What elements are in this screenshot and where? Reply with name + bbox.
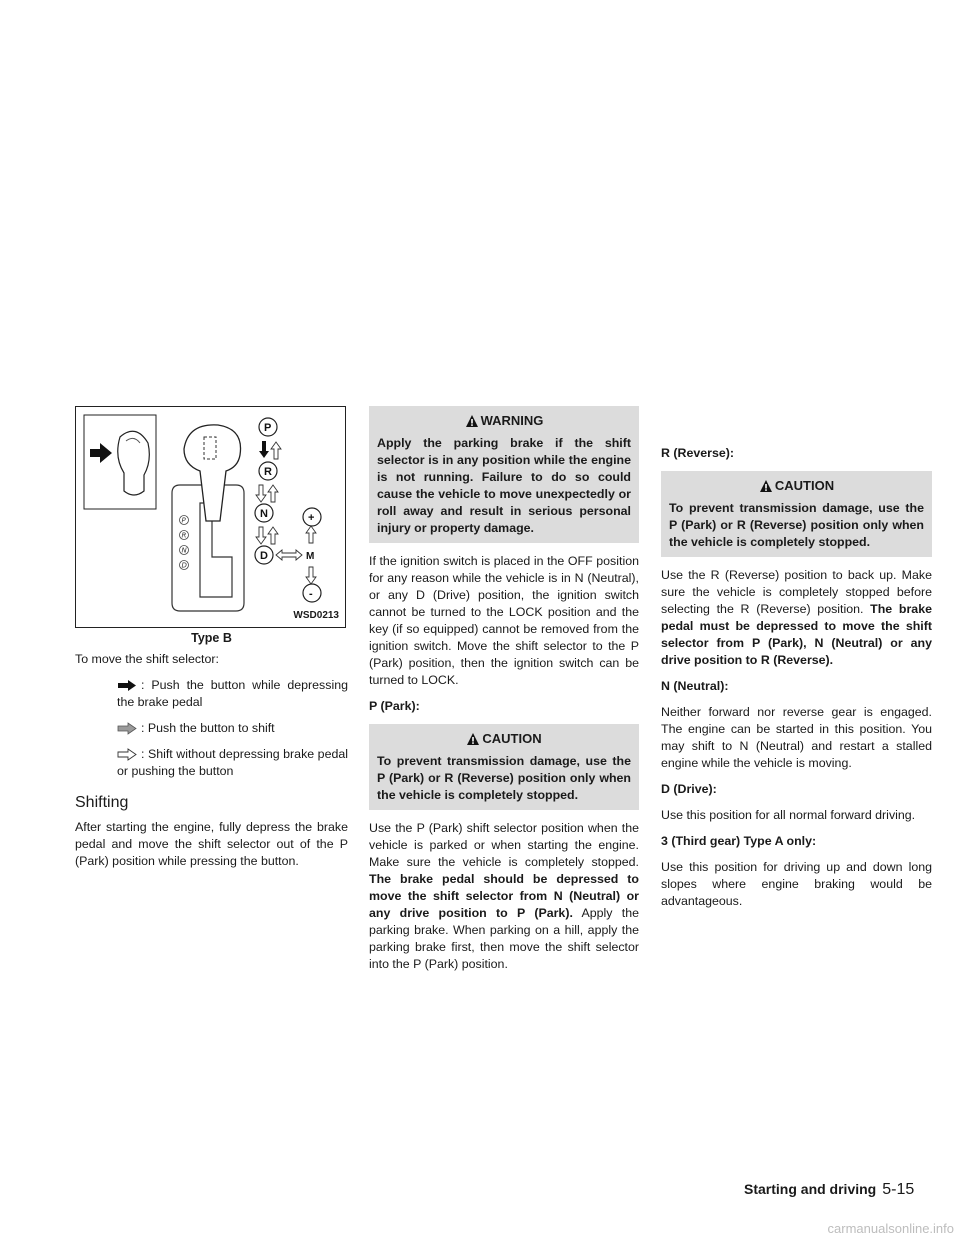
manual-mode: M bbox=[306, 551, 315, 562]
drive-body: Use this position for all normal forward driving. bbox=[661, 808, 916, 822]
page-footer bbox=[744, 1181, 914, 1199]
warning-box bbox=[369, 406, 639, 543]
reverse-body-1: Use the R (Reverse) position to back up. Make sure the vehicle is completely stopped before selecting the R (Reverse) position. bbox=[661, 568, 932, 616]
outline-arrow-icon bbox=[271, 442, 281, 459]
warning-triangle-icon bbox=[466, 732, 480, 746]
outline-arrow-icon bbox=[306, 567, 316, 584]
ignition-paragraph: If the ignition switch is placed in the OFF position for any reason while the vehicle is in N (Neutral), or any D (Drive) position, the ignition switch cannot be turned to the LOCK position and the key (if so equipped) cannot be removed from the ignition switch. Move the shift selector to the P (Park) position, then the ignition switch can be turned to LOCK. bbox=[369, 554, 639, 687]
shift-selector-figure bbox=[75, 406, 346, 628]
park-body-1: Use the P (Park) shift selector position when the vehicle is parked or when starting the engine. Make sure the vehicle is completely stopped. bbox=[369, 821, 639, 869]
gate-letter-r: R bbox=[181, 531, 187, 540]
gate-letter-n: N bbox=[181, 546, 187, 555]
manual-minus: - bbox=[309, 588, 313, 600]
column-3 bbox=[661, 406, 932, 919]
reverse-caution-title: CAUTION bbox=[774, 478, 835, 493]
reverse-heading: R (Reverse): bbox=[661, 446, 734, 460]
warning-heading bbox=[377, 412, 631, 429]
solid-arrow-icon bbox=[259, 441, 269, 458]
third-gear-body: Use this position for driving up and down long slopes where engine braking would be advantageous. bbox=[661, 860, 932, 908]
column-3-spacer bbox=[661, 406, 932, 445]
outline-arrow-icon bbox=[256, 485, 266, 502]
footer-page-number: 5-15 bbox=[882, 1181, 915, 1198]
outline-arrow-icon bbox=[256, 527, 266, 544]
figure-code: WSD0213 bbox=[293, 610, 339, 621]
legend-item-gray bbox=[75, 720, 348, 737]
gear-letter-d: D bbox=[260, 550, 268, 562]
reverse-body-bold: The brake pedal must be depressed to move the shift selector from P (Park), N (Neutral) or any drive position to R (Reverse). bbox=[661, 602, 932, 667]
outline-arrow-icon bbox=[276, 550, 302, 560]
shift-lever-diagram bbox=[76, 407, 345, 627]
warning-triangle-icon bbox=[465, 414, 479, 428]
warning-body: Apply the parking brake if the shift selector is in any position while the engine is not running. Failure to do so could cause the vehicle to move unexpectedly or roll away and result in serious personal injury or property damage. bbox=[377, 436, 631, 535]
gate-letter-d: D bbox=[181, 561, 187, 570]
figure-caption: Type B bbox=[191, 631, 232, 645]
legend-text-gray: : Push the button to shift bbox=[141, 721, 275, 735]
reverse-caution-body: To prevent transmission damage, use the P (Park) or R (Reverse) position only when the vehicle is completely stopped. bbox=[669, 501, 924, 549]
outline-arrow-icon bbox=[268, 485, 278, 502]
gray-arrow-icon bbox=[117, 722, 137, 735]
warning-triangle-icon bbox=[759, 479, 773, 493]
watermark: carmanualsonline.info bbox=[827, 1221, 954, 1236]
solid-arrow-icon bbox=[117, 679, 137, 692]
gear-letter-n: N bbox=[260, 508, 268, 520]
park-caution-body: To prevent transmission damage, use the P (Park) or R (Reverse) position only when the vehicle is completely stopped. bbox=[377, 754, 631, 802]
park-body bbox=[369, 820, 639, 973]
warning-title: WARNING bbox=[480, 413, 544, 428]
column-1 bbox=[75, 406, 348, 879]
reverse-caution-box bbox=[661, 471, 932, 557]
reverse-body bbox=[661, 567, 932, 669]
footer-section: Starting and driving bbox=[744, 1181, 877, 1197]
gear-letter-r: R bbox=[264, 466, 272, 478]
legend-text-outline: : Shift without depressing brake pedal or pushing the button bbox=[117, 747, 348, 778]
park-caution-heading bbox=[377, 730, 631, 747]
park-body-2: Apply the parking brake. When parking on a hill, apply the parking brake first, then move the shift selector into the P (Park) position. bbox=[369, 906, 640, 971]
park-caution-box bbox=[369, 724, 639, 810]
outline-arrow-icon bbox=[117, 748, 137, 761]
drive-heading: D (Drive): bbox=[661, 782, 717, 796]
shifting-heading: Shifting bbox=[75, 794, 129, 811]
gate-letter-p: P bbox=[181, 516, 186, 525]
outline-arrow-icon bbox=[268, 527, 278, 544]
neutral-body: Neither forward nor reverse gear is engaged. The engine can be started in this position. You may shift to N (Neutral) and restart a stalled engine while the vehicle is moving. bbox=[661, 705, 932, 770]
park-caution-title: CAUTION bbox=[482, 731, 542, 746]
manual-plus: + bbox=[308, 512, 315, 524]
third-gear-heading: 3 (Third gear) Type A only: bbox=[661, 834, 817, 848]
reverse-caution-heading bbox=[669, 477, 924, 494]
park-body-bold: The brake pedal should be depressed to move the shift selector from N (Neutral) or any drive position to P (Park). bbox=[369, 872, 639, 920]
column-2 bbox=[369, 406, 639, 982]
gear-letter-p: P bbox=[264, 422, 272, 434]
outline-arrow-icon bbox=[306, 526, 316, 543]
legend-item-solid bbox=[75, 677, 348, 711]
park-heading: P (Park): bbox=[369, 699, 420, 713]
intro-text: To move the shift selector: bbox=[75, 652, 219, 666]
legend-item-outline bbox=[75, 746, 348, 780]
legend-text-solid: : Push the button while depressing the brake pedal bbox=[117, 678, 348, 709]
shifting-body: After starting the engine, fully depress the brake pedal and move the shift selector out of the P (Park) position while pressing the button. bbox=[75, 820, 348, 868]
neutral-heading: N (Neutral): bbox=[661, 679, 729, 693]
